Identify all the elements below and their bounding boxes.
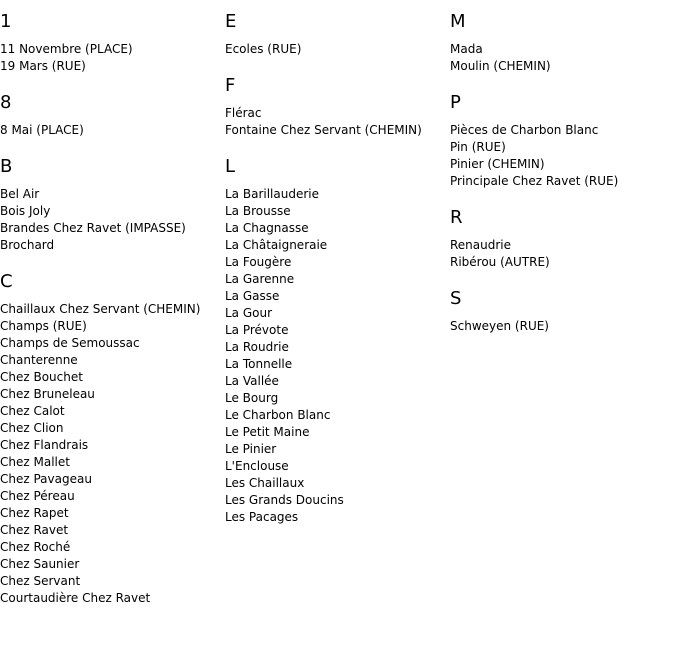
street-link[interactable]: Ribérou (AUTRE) <box>450 255 550 269</box>
letter-heading: S <box>450 288 462 309</box>
street-link[interactable]: Mada <box>450 42 483 56</box>
street-link[interactable]: Chez Roché <box>0 540 71 554</box>
street-link[interactable]: La Châtaigneraie <box>225 238 328 252</box>
street-link[interactable]: Chez Clion <box>0 421 64 435</box>
letter-group <box>225 156 450 526</box>
street-link[interactable]: L'Enclouse <box>225 459 289 473</box>
street-link[interactable]: Champs de Semoussac <box>0 336 140 350</box>
street-link[interactable]: Le Charbon Blanc <box>225 408 331 422</box>
street-list <box>0 41 225 75</box>
street-link[interactable]: Ecoles (RUE) <box>225 42 302 56</box>
index-column-1 <box>0 0 225 607</box>
street-link[interactable]: Brandes Chez Ravet (IMPASSE) <box>0 221 186 235</box>
street-link[interactable]: La Chagnasse <box>225 221 309 235</box>
street-list <box>0 301 225 607</box>
street-link[interactable]: La Roudrie <box>225 340 289 354</box>
letter-group <box>450 288 675 335</box>
street-link[interactable]: Bel Air <box>0 187 40 201</box>
street-link[interactable]: Chez Mallet <box>0 455 70 469</box>
street-link[interactable]: Chaillaux Chez Servant (CHEMIN) <box>0 302 201 316</box>
street-link[interactable]: Brochard <box>0 238 55 252</box>
street-link[interactable]: La Barillauderie <box>225 187 319 201</box>
street-link[interactable]: Pièces de Charbon Blanc <box>450 123 599 137</box>
street-link[interactable]: Bois Joly <box>0 204 51 218</box>
street-link[interactable]: La Garenne <box>225 272 295 286</box>
letter-heading: B <box>0 156 13 177</box>
street-link[interactable]: La Gasse <box>225 289 280 303</box>
street-link[interactable]: Fontaine Chez Servant (CHEMIN) <box>225 123 422 137</box>
street-link[interactable]: Chez Calot <box>0 404 65 418</box>
letter-heading: 1 <box>0 11 12 32</box>
letter-heading: R <box>450 207 463 228</box>
street-list <box>225 41 450 58</box>
street-link[interactable]: Les Grands Doucins <box>225 493 344 507</box>
street-link[interactable]: Courtaudière Chez Ravet <box>0 591 151 605</box>
letter-heading: 8 <box>0 92 12 113</box>
letter-heading: L <box>225 156 236 177</box>
street-link[interactable]: Les Pacages <box>225 510 299 524</box>
street-link[interactable]: 19 Mars (RUE) <box>0 59 86 73</box>
letter-group <box>0 11 225 75</box>
street-link[interactable]: La Gour <box>225 306 273 320</box>
street-link[interactable]: La Brousse <box>225 204 291 218</box>
street-list <box>450 41 675 75</box>
street-link[interactable]: Flérac <box>225 106 262 120</box>
street-list <box>450 318 675 335</box>
street-link[interactable]: Pinier (CHEMIN) <box>450 157 545 171</box>
street-link[interactable]: Le Petit Maine <box>225 425 310 439</box>
street-link[interactable]: Le Bourg <box>225 391 279 405</box>
street-list <box>225 105 450 139</box>
street-link[interactable]: Chez Bouchet <box>0 370 83 384</box>
street-link[interactable]: 8 Mai (PLACE) <box>0 123 84 137</box>
letter-group <box>0 156 225 254</box>
street-link[interactable]: Le Pinier <box>225 442 277 456</box>
street-link[interactable]: La Fougère <box>225 255 292 269</box>
street-link[interactable]: Chez Pavageau <box>0 472 92 486</box>
street-link[interactable]: 11 Novembre (PLACE) <box>0 42 133 56</box>
street-link[interactable]: Chez Flandrais <box>0 438 89 452</box>
street-link[interactable]: Principale Chez Ravet (RUE) <box>450 174 619 188</box>
street-link[interactable]: Chanterenne <box>0 353 78 367</box>
letter-heading: P <box>450 92 461 113</box>
street-link[interactable]: Chez Saunier <box>0 557 80 571</box>
street-list <box>0 122 225 139</box>
street-link[interactable]: La Vallée <box>225 374 279 388</box>
letter-heading: M <box>450 11 466 32</box>
street-list <box>0 186 225 254</box>
street-link[interactable]: Schweyen (RUE) <box>450 319 549 333</box>
street-list <box>225 186 450 526</box>
street-link[interactable]: Champs (RUE) <box>0 319 87 333</box>
street-link[interactable]: Les Chaillaux <box>225 476 305 490</box>
letter-group <box>225 75 450 139</box>
street-link[interactable]: La Prévote <box>225 323 289 337</box>
letter-heading: C <box>0 271 13 292</box>
street-list <box>450 237 675 271</box>
index-column-2 <box>225 0 450 526</box>
letter-group <box>450 11 675 75</box>
street-link[interactable]: Moulin (CHEMIN) <box>450 59 551 73</box>
street-list <box>450 122 675 190</box>
letter-group <box>450 207 675 271</box>
street-link[interactable]: Chez Ravet <box>0 523 69 537</box>
index-column-3 <box>450 0 675 335</box>
street-link[interactable]: Chez Péreau <box>0 489 75 503</box>
letter-group <box>0 92 225 139</box>
street-link[interactable]: Renaudrie <box>450 238 512 252</box>
letter-group <box>450 92 675 190</box>
street-link[interactable]: Chez Bruneleau <box>0 387 95 401</box>
letter-group <box>225 11 450 58</box>
letter-group <box>0 271 225 607</box>
letter-heading: E <box>225 11 237 32</box>
street-link[interactable]: Chez Rapet <box>0 506 69 520</box>
street-link[interactable]: Pin (RUE) <box>450 140 506 154</box>
street-link[interactable]: Chez Servant <box>0 574 81 588</box>
street-link[interactable]: La Tonnelle <box>225 357 293 371</box>
letter-heading: F <box>225 75 236 96</box>
